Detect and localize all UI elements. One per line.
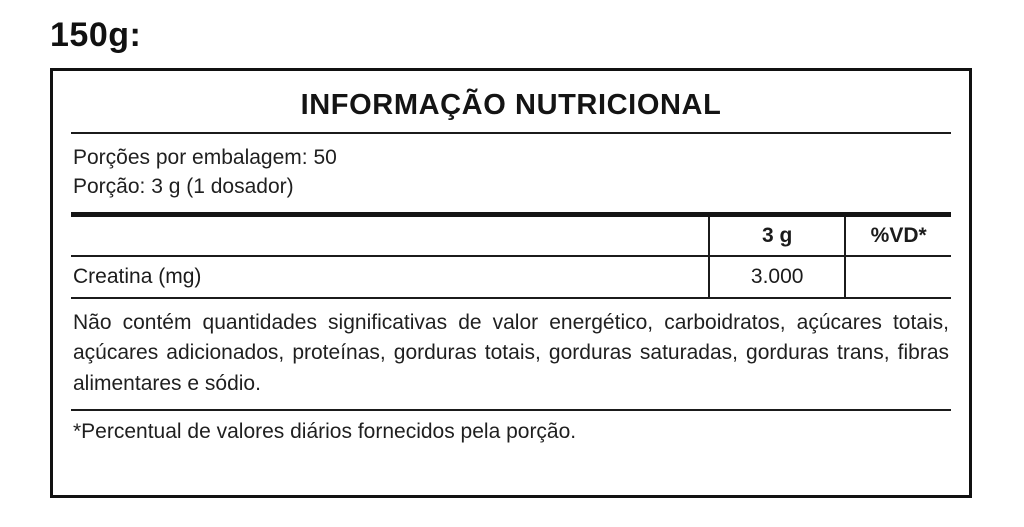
package-weight-heading: 150g: [50, 16, 142, 54]
nutrient-name: Creatina (mg) [71, 256, 709, 298]
nutrition-title: INFORMAÇÃO NUTRICIONAL [300, 89, 722, 121]
nutrition-facts-box [50, 68, 972, 498]
percent-vd-footnote: *Percentual de valores diários fornecidos pela porção. [73, 420, 577, 444]
servings-block [71, 134, 951, 212]
nutrition-table-body [71, 256, 951, 298]
column-header-nutrient [71, 217, 709, 256]
insignificant-amounts-disclaimer: Não contém quantidades significativas de valor energético, carboidratos, açúcares totais, açúcares adicionados, proteínas, gorduras totais, gorduras saturadas, gorduras trans, fibras alimentares e sódio. [73, 310, 949, 395]
nutrition-table [71, 217, 951, 299]
nutrient-percent-vd [845, 256, 951, 298]
table-header-row [71, 217, 951, 256]
serving-size: Porção: 3 g (1 dosador) [73, 174, 294, 198]
nutrition-facts-inner [53, 71, 969, 495]
nutrition-table-head [71, 217, 951, 256]
table-row [71, 256, 951, 298]
column-header-amount: 3 g [709, 217, 845, 256]
column-header-percent-vd: %VD* [845, 217, 951, 256]
servings-per-package: Porções por embalagem: 50 [73, 146, 337, 169]
nutrient-amount: 3.000 [709, 256, 845, 298]
